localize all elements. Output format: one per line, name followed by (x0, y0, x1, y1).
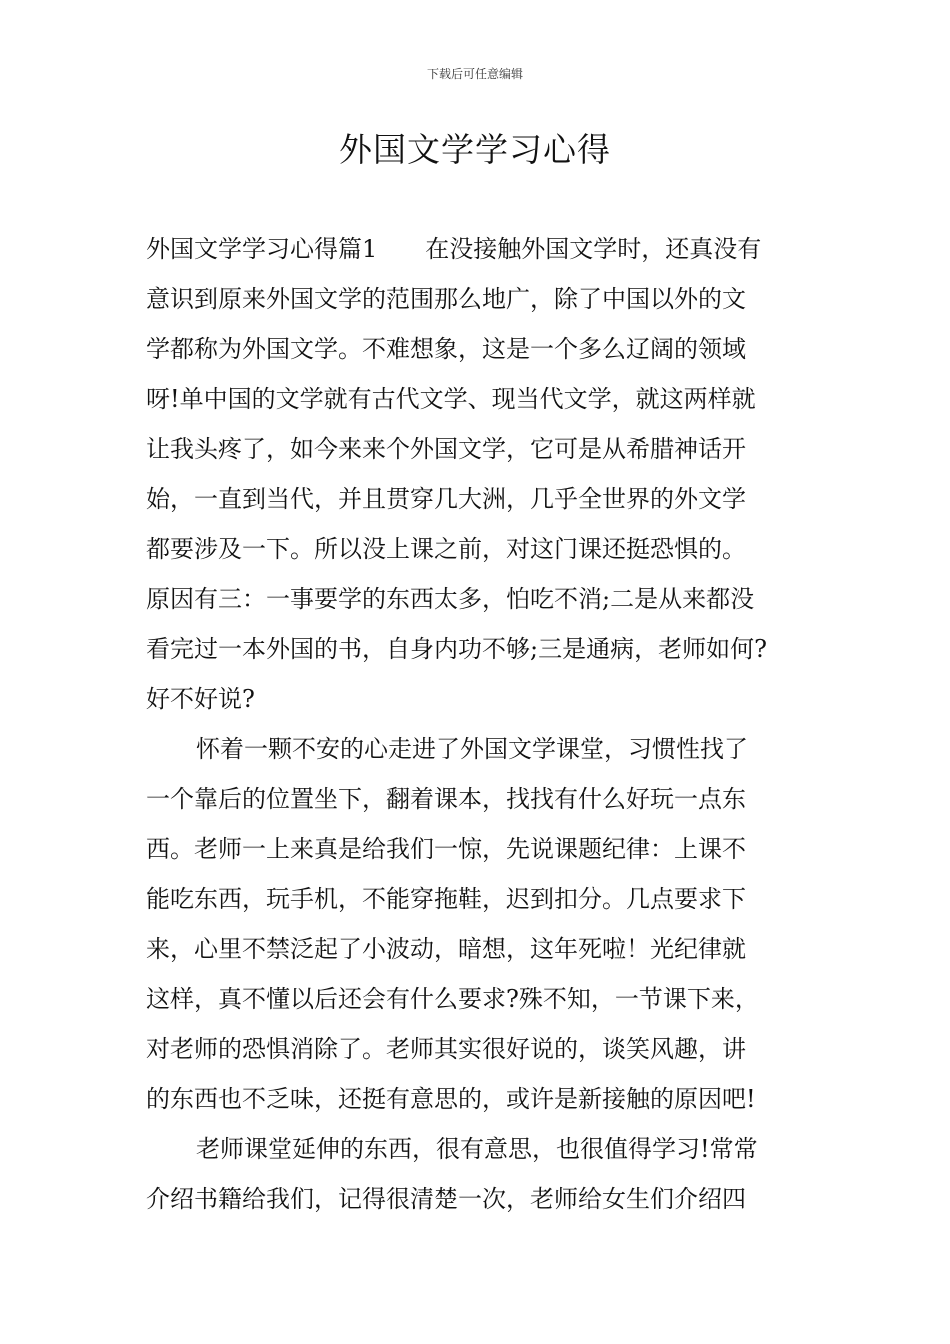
section-heading: 外国文学学习心得篇1 (146, 235, 378, 263)
body-line: 能吃东西，玩手机，不能穿拖鞋，迟到扣分。几点要求下 (146, 885, 746, 913)
body-line: 呀!单中国的文学就有古代文学、现当代文学，就这两样就 (146, 385, 756, 413)
body-line: 好不好说? (146, 685, 255, 713)
body-line: 意识到原来外国文学的范围那么地广，除了中国以外的文 (146, 285, 746, 313)
body-line: 一个靠后的位置坐下，翻着课本，找找有什么好玩一点东 (146, 785, 746, 813)
header-note: 下载后可任意编辑 (426, 67, 523, 81)
body-line: 看完过一本外国的书，自身内功不够;三是通病，老师如何? (146, 635, 767, 663)
paragraph-start-line: 老师课堂延伸的东西，很有意思，也很值得学习!常常 (196, 1135, 758, 1163)
body-line: 学都称为外国文学。不难想象，这是一个多么辽阔的领域 (146, 335, 746, 363)
body-line: 原因有三：一事要学的东西太多，怕吃不消;二是从来都没 (146, 585, 755, 613)
body-line: 西。老师一上来真是给我们一惊，先说课题纪律：上课不 (146, 835, 746, 863)
body-line: 都要涉及一下。所以没上课之前，对这门课还挺恐惧的。 (146, 535, 746, 563)
document-body (146, 224, 806, 1224)
body-line: 这样，真不懂以后还会有什么要求?殊不知，一节课下来， (146, 985, 759, 1013)
body-line: 始，一直到当代，并且贯穿几大洲，几乎全世界的外文学 (146, 485, 746, 513)
paragraph-start-line: 怀着一颗不安的心走进了外国文学课堂，习惯性找了 (196, 735, 748, 763)
document-title: 外国文学学习心得 (339, 130, 611, 169)
body-line: 让我头疼了，如今来来个外国文学，它可是从希腊神话开 (146, 435, 746, 463)
body-line-text: 在没接触外国文学时，还真没有 (425, 235, 762, 263)
body-line: 介绍书籍给我们，记得很清楚一次，老师给女生们介绍四 (146, 1185, 746, 1213)
body-line (146, 224, 806, 274)
body-line: 来，心里不禁泛起了小波动，暗想，这年死啦！光纪律就 (146, 935, 746, 963)
body-line: 的东西也不乏味，还挺有意思的，或许是新接触的原因吧! (146, 1085, 756, 1113)
body-line: 对老师的恐惧消除了。老师其实很好说的，谈笑风趣，讲 (146, 1035, 746, 1063)
